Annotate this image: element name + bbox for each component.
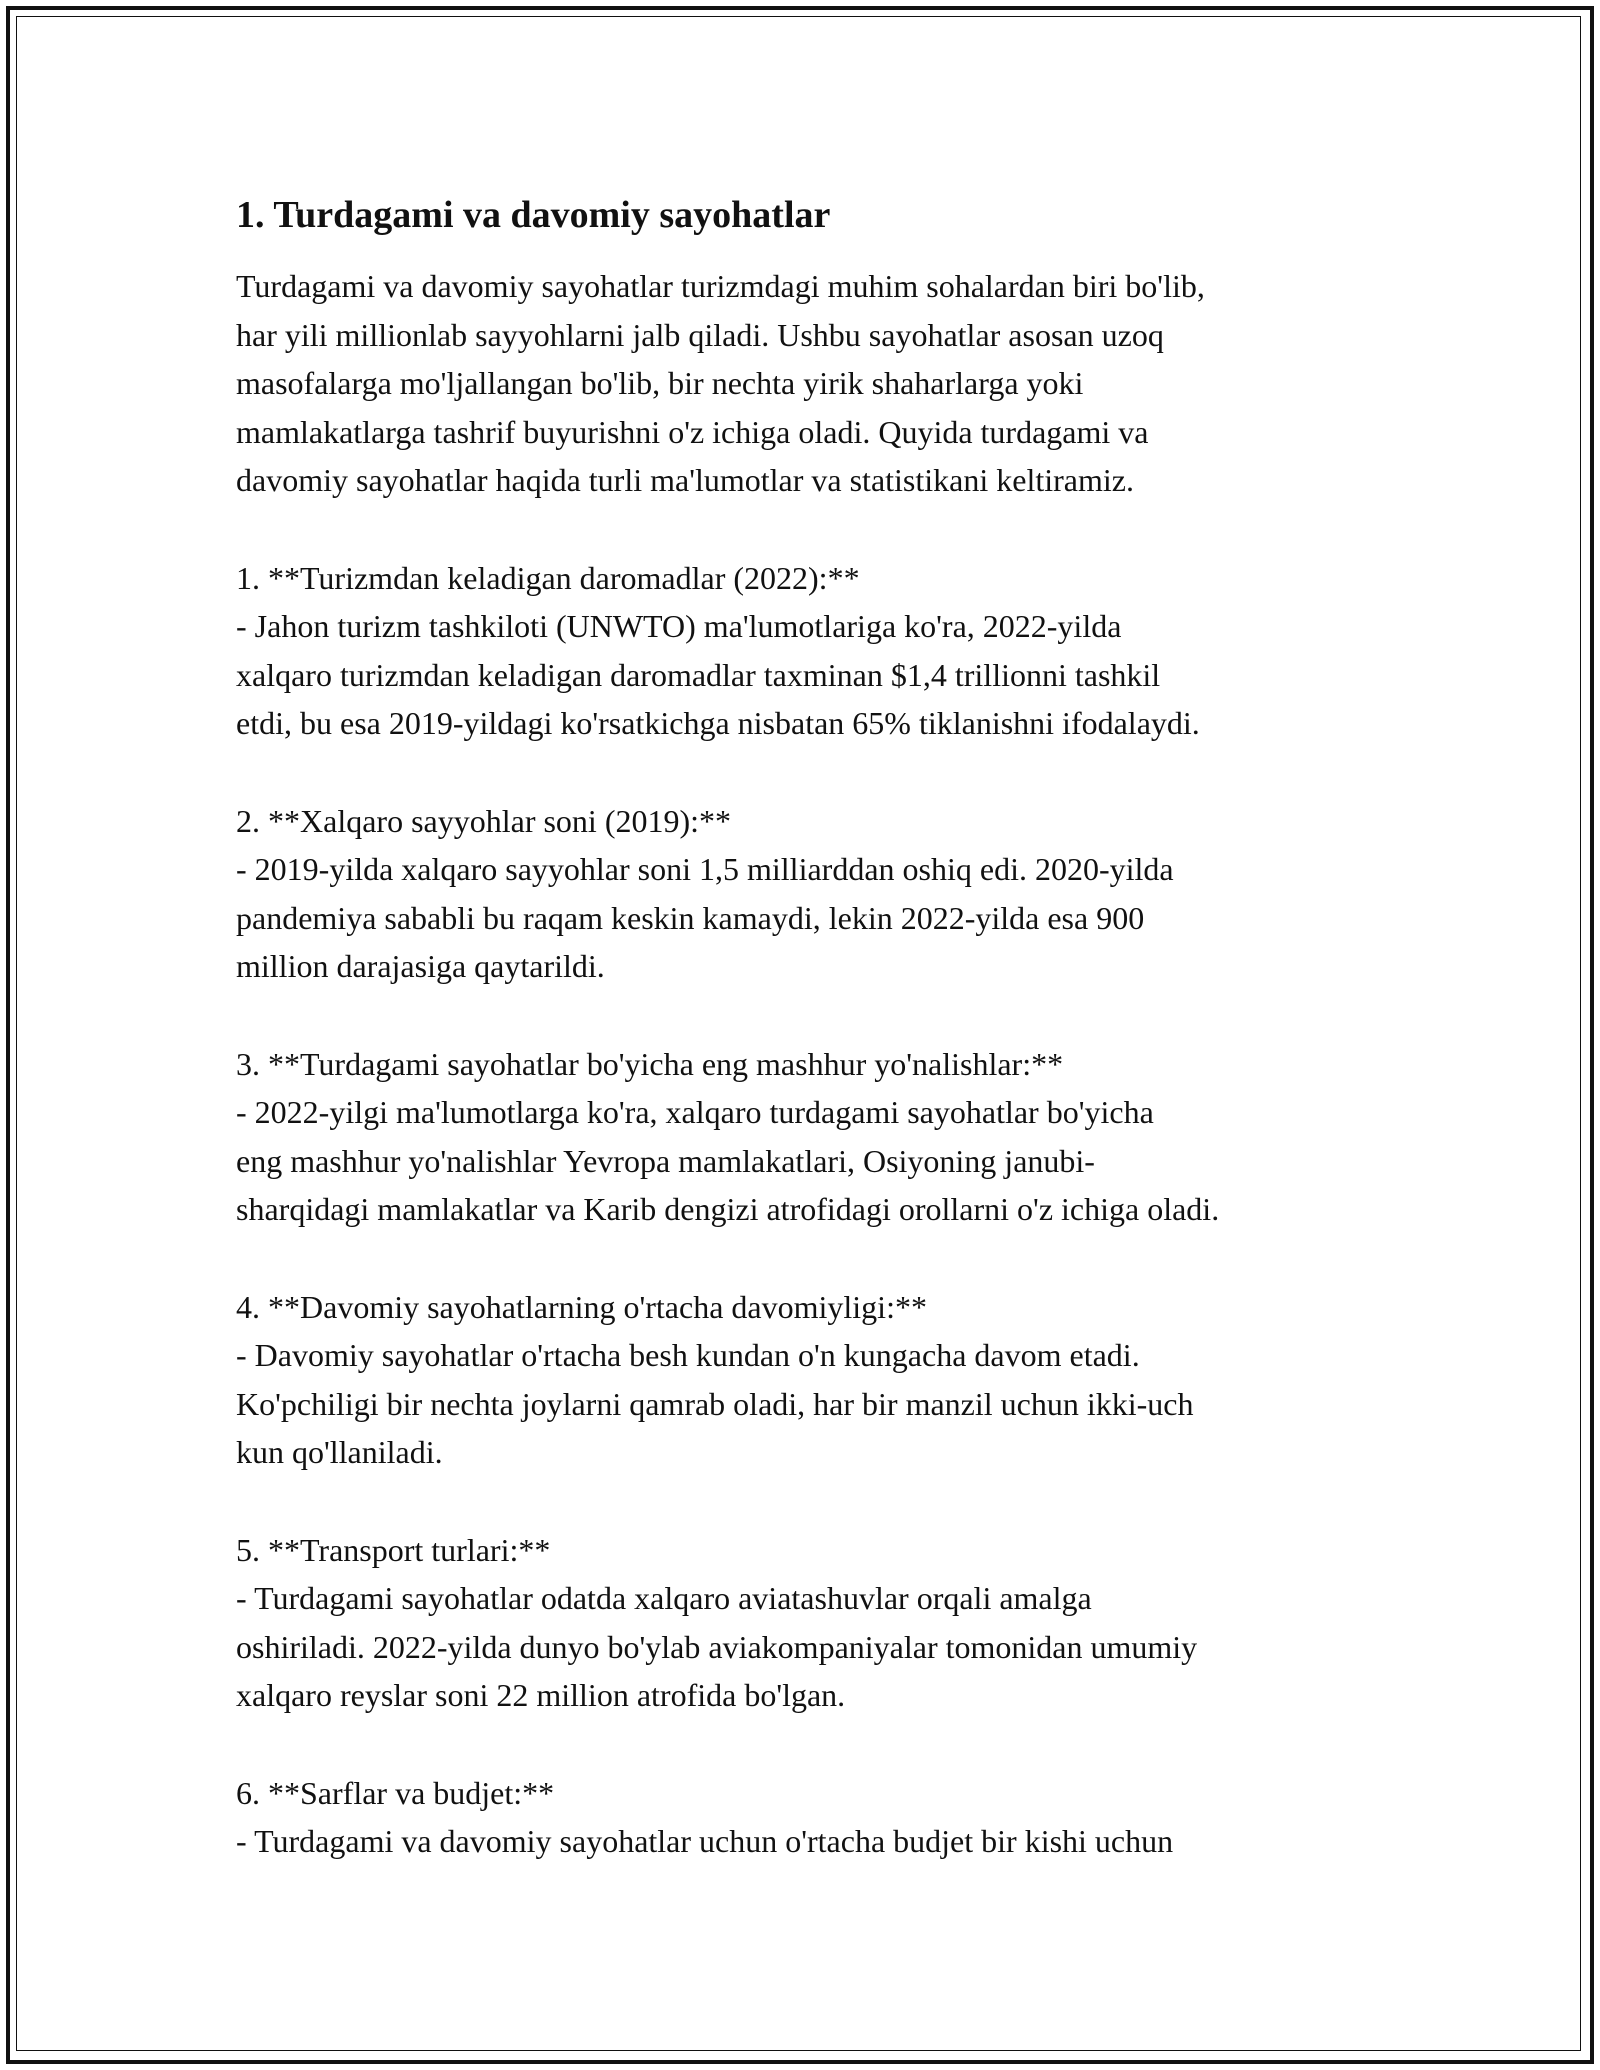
- list-item-heading: 5. **Transport turlari:**: [236, 1531, 551, 1568]
- list-item-heading: 6. **Sarflar va budjet:**: [236, 1774, 555, 1811]
- list-item: [236, 1283, 1376, 1477]
- document-body: [236, 188, 1376, 1866]
- list-item: [236, 1526, 1376, 1720]
- list-item: [236, 1040, 1376, 1234]
- list-item-heading: 3. **Turdagami sayohatlar bo'yicha eng mashhur yo'nalishlar:**: [236, 1045, 1064, 1082]
- list-item-text: - 2019-yilda xalqaro sayyohlar soni 1,5 milliarddan oshiq edi. 2020-yilda pandemiya sababli bu raqam keskin kamaydi, lekin 2022-yilda esa 900 million darajasiga qaytarildi.: [236, 851, 1174, 984]
- list-item: [236, 554, 1376, 748]
- list-item-text: - Turdagami va davomiy sayohatlar uchun o'rtacha budjet bir kishi uchun: [236, 1823, 1174, 1859]
- list-item-heading: 2. **Xalqaro sayyohlar soni (2019):**: [236, 802, 732, 839]
- list-item-text: - Jahon turizm tashkiloti (UNWTO) ma'lumotlariga ko'ra, 2022-yilda xalqaro turizmdan keladigan daromadlar taxminan $1,4 trillionni tashkil etdi, bu esa 2019-yildagi ko'rsatkichga nisbatan 65% tiklanishni ifodalaydi.: [236, 608, 1200, 741]
- list-item: [236, 1769, 1376, 1866]
- list-item-text: - Turdagami sayohatlar odatda xalqaro aviatashuvlar orqali amalga oshiriladi. 2022-yilda dunyo bo'ylab aviakompaniyalar tomonidan umumiy xalqaro reyslar soni 22 million atrofida bo'lgan.: [236, 1580, 1198, 1713]
- list-item-text: - Davomiy sayohatlar o'rtacha besh kundan o'n kungacha davom etadi. Ko'pchiligi bir nechta joylarni qamrab oladi, har bir manzil uchun ikki-uch kun qo'llaniladi.: [236, 1337, 1194, 1470]
- intro-paragraph: Turdagami va davomiy sayohatlar turizmdagi muhim sohalardan biri bo'lib, har yili millionlab sayyohlarni jalb qiladi. Ushbu sayohatlar asosan uzoq masofalarga mo'ljallangan bo'lib, bir nechta yirik shaharlarga yoki mamlakatlarga tashrif buyurishni o'z ichiga oladi. Quyida turdagami va davomiy sayohatlar haqida turli ma'lumotlar va statistikani keltiramiz.: [236, 268, 1205, 498]
- list-item-heading: 1. **Turizmdan keladigan daromadlar (2022):**: [236, 559, 860, 596]
- list-item-text: - 2022-yilgi ma'lumotlarga ko'ra, xalqaro turdagami sayohatlar bo'yicha eng mashhur yo'nalishlar Yevropa mamlakatlari, Osiyoning janubi- sharqidagi mamlakatlar va Karib dengizi atrofidagi orollarni o'z ichiga oladi.: [236, 1094, 1220, 1227]
- document-title: 1. Turdagami va davomiy sayohatlar: [236, 194, 831, 236]
- list-item: [236, 797, 1376, 991]
- list-item-heading: 4. **Davomiy sayohatlarning o'rtacha davomiyligi:**: [236, 1288, 927, 1325]
